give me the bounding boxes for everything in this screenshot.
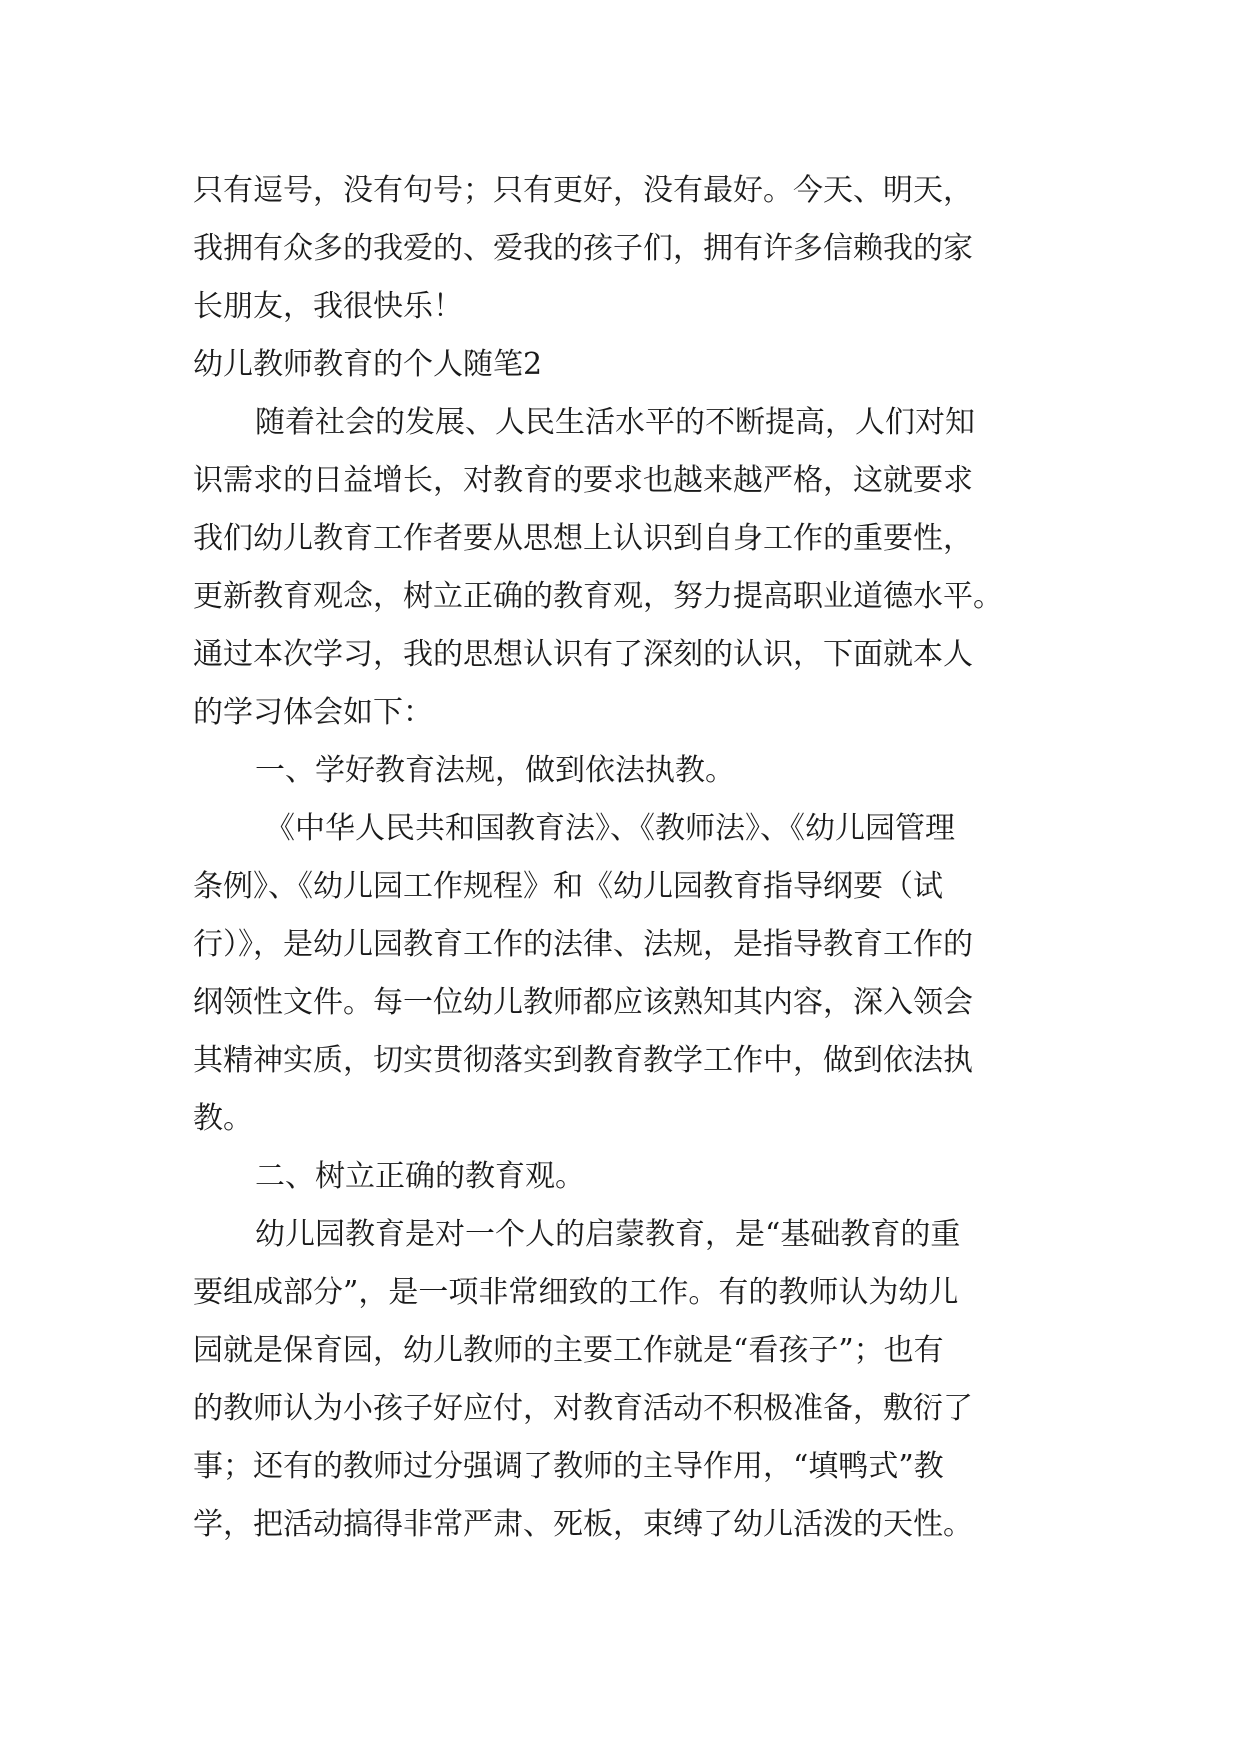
text-line: 行）》，是幼儿园教育工作的法律、法规，是指导教育工作的 [193,927,973,962]
document-body [193,162,1053,1554]
text-line: 长朋友，我很快乐！ [193,289,463,324]
text-line: 学，把活动搞得非常严肃、死板，束缚了幼儿活泼的天性。 [193,1507,973,1542]
paragraph-start-line: 《中华人民共和国教育法》、《教师法》、《幼儿园管理 [265,811,955,846]
text-line: 我们幼儿教育工作者要从思想上认识到自身工作的重要性， [193,521,973,556]
subheading-two: 二、树立正确的教育观。 [255,1159,585,1194]
text-line: 要组成部分”，是一项非常细致的工作。有的教师认为幼儿 [193,1275,959,1310]
section-title: 幼儿教师教育的个人随笔2 [193,347,543,382]
text-line: 事；还有的教师过分强调了教师的主导作用，“填鸭式”教 [193,1449,944,1484]
paragraph-start-line: 幼儿园教育是对一个人的启蒙教育，是“基础教育的重 [255,1217,961,1252]
text-line: 教。 [193,1101,253,1136]
text-line: 通过本次学习，我的思想认识有了深刻的认识，下面就本人 [193,637,973,672]
paragraph-start-line: 随着社会的发展、人民生活水平的不断提高，人们对知 [255,405,975,440]
text-line: 识需求的日益增长，对教育的要求也越来越严格，这就要求 [193,463,973,498]
text-line: 其精神实质，切实贯彻落实到教育教学工作中，做到依法执 [193,1043,973,1078]
subheading-one: 一、学好教育法规，做到依法执教。 [255,753,735,788]
text-line: 更新教育观念，树立正确的教育观，努力提高职业道德水平。 [193,579,1003,614]
text-line: 的学习体会如下： [193,695,433,730]
text-line: 园就是保育园，幼儿教师的主要工作就是“看孩子”；也有 [193,1333,944,1368]
text-line: 我拥有众多的我爱的、爱我的孩子们，拥有许多信赖我的家 [193,231,973,266]
text-line: 只有逗号，没有句号；只有更好，没有最好。今天、明天， [193,173,973,208]
text-line: 的教师认为小孩子好应付，对教育活动不积极准备，敷衍了 [193,1391,973,1426]
text-line: 条例》、《幼儿园工作规程》和《幼儿园教育指导纲要（试 [193,869,943,904]
text-line: 纲领性文件。每一位幼儿教师都应该熟知其内容，深入领会 [193,985,973,1020]
